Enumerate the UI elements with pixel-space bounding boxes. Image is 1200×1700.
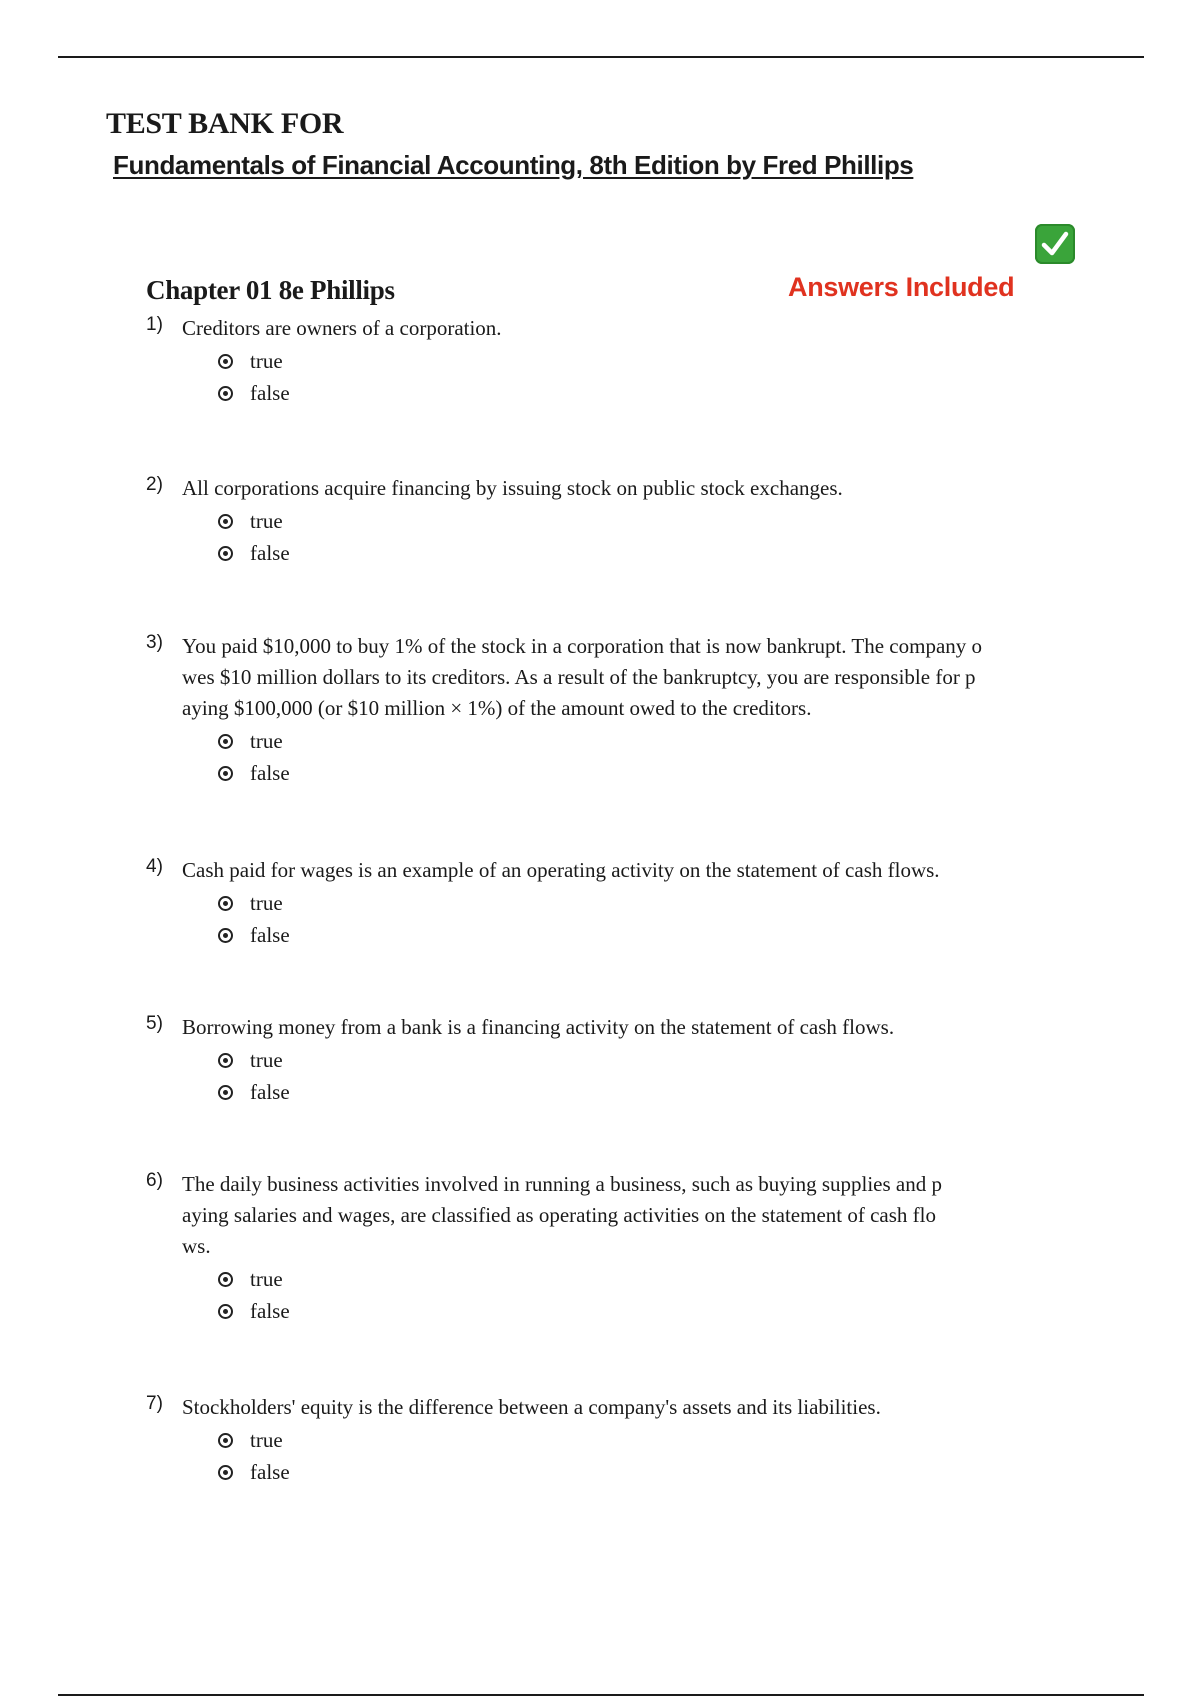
answer-options [218,345,1096,409]
answer-options [218,725,1096,789]
radio-icon[interactable] [218,546,233,561]
radio-icon[interactable] [218,354,233,369]
question-4: 4) Cash paid for wages is an example of an operating activity on the statement of cash flows. true false [146,855,1096,951]
question-5: 5) Borrowing money from a bank is a financing activity on the statement of cash flows. true false [146,1012,1096,1108]
option-label: true [250,508,283,533]
option-label: false [250,1298,290,1323]
answer-options [218,1424,1096,1488]
option-label: true [250,728,283,753]
question-7: 7) Stockholders' equity is the difference between a company's assets and its liabilities. true false [146,1392,1096,1488]
top-rule [58,56,1144,58]
option-label: false [250,1079,290,1104]
option-false[interactable] [218,757,1096,789]
question-3: 3) You paid $10,000 to buy 1% of the stock in a corporation that is now bankrupt. The company o wes $10 million dollars to its creditors. As a result of the bankruptcy, you are responsible for p aying $100,000 (or $10 million × 1%) of the amount owed to the creditors. true false [146,631,1096,789]
option-false[interactable] [218,537,1096,569]
option-true[interactable] [218,725,1096,757]
check-box-icon [1035,224,1075,264]
option-label: false [250,380,290,405]
answer-options [218,1044,1096,1108]
bottom-rule [58,1694,1144,1696]
option-label: false [250,540,290,565]
option-false[interactable] [218,1456,1096,1488]
option-true[interactable] [218,505,1096,537]
option-true[interactable] [218,1424,1096,1456]
book-title: Fundamentals of Financial Accounting, 8th Edition by Fred Phillips [113,150,914,180]
question-6: 6) The daily business activities involved in running a business, such as buying supplies and p aying salaries and wages, are classified as operating activities on the statement of cash flo ws. true false [146,1169,1096,1327]
question-2: 2) All corporations acquire financing by issuing stock on public stock exchanges. true false [146,473,1096,569]
radio-icon[interactable] [218,1272,233,1287]
option-false[interactable] [218,1076,1096,1108]
question-number: 6) [146,1170,163,1191]
option-true[interactable] [218,345,1096,377]
radio-icon[interactable] [218,1085,233,1100]
option-label: true [250,890,283,915]
radio-icon[interactable] [218,1304,233,1319]
radio-icon[interactable] [218,1465,233,1480]
question-number: 1) [146,314,163,335]
question-number: 2) [146,474,163,495]
option-label: false [250,922,290,947]
option-label: false [250,760,290,785]
question-number: 5) [146,1013,163,1034]
option-label: true [250,1427,283,1452]
radio-icon[interactable] [218,896,233,911]
radio-icon[interactable] [218,1433,233,1448]
question-number: 7) [146,1393,163,1414]
answer-options [218,887,1096,951]
radio-icon[interactable] [218,1053,233,1068]
question-number: 4) [146,856,163,877]
radio-icon[interactable] [218,514,233,529]
option-label: false [250,1459,290,1484]
option-label: true [250,1047,283,1072]
radio-icon[interactable] [218,734,233,749]
option-true[interactable] [218,887,1096,919]
document-title: TEST BANK FOR [106,107,344,140]
option-label: true [250,1266,283,1291]
radio-icon[interactable] [218,928,233,943]
option-label: true [250,348,283,373]
question-number: 3) [146,632,163,653]
option-true[interactable] [218,1044,1096,1076]
question-1: 1) Creditors are owners of a corporation. true false [146,313,1096,409]
answer-options [218,1263,1096,1327]
option-false[interactable] [218,919,1096,951]
option-false[interactable] [218,377,1096,409]
option-true[interactable] [218,1263,1096,1295]
answers-included-label: Answers Included [788,272,1015,302]
chapter-heading: Chapter 01 8e Phillips [146,275,395,305]
option-false[interactable] [218,1295,1096,1327]
radio-icon[interactable] [218,766,233,781]
radio-icon[interactable] [218,386,233,401]
answer-options [218,505,1096,569]
